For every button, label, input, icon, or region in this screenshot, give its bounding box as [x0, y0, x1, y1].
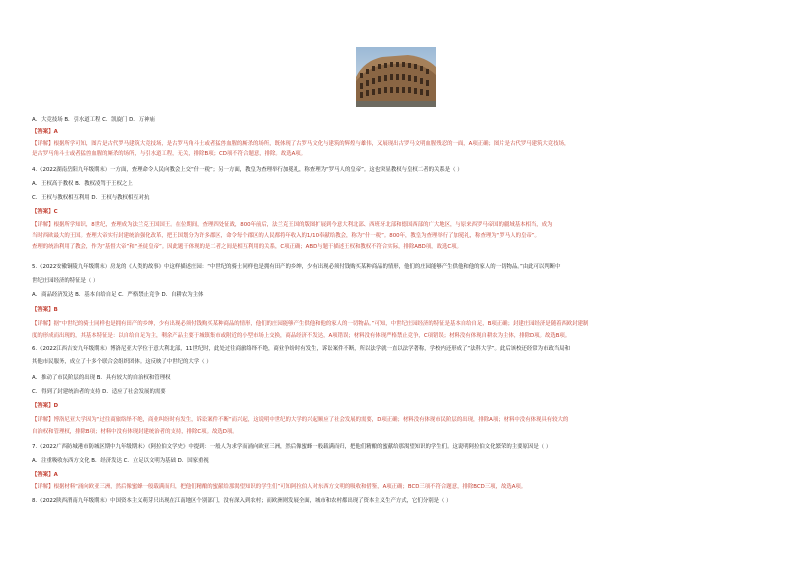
q3-answer: 【答案】A: [32, 129, 58, 135]
q5-explanation-line-2: 度的形成而出现的，其基本特征是：以自给自足为主，剩余产品主要于城镇集市或附近的小型市场上交换，商品经济不发达，A项错误；材料没有体现严格禁止竞争，C项错误；材料没有体现自耕农为主体，排除D项。故选B项。: [32, 333, 571, 339]
q3-explanation-line-2: 是古罗马角斗士或者猛兽血腥的厮杀的场所，与引水道工程，无关，排除B项；CD项不符合题意，排除。故选A项。: [32, 151, 307, 157]
q7-options: A．注重吸收东西方文化 B．经济发达 C．立足以文明为基础 D．国家重视: [32, 458, 209, 464]
q4-explanation-line-3: 查理的统治利用了教会，作为“基督大帝”和“圣徒皇帝”。因此题干体现的是二者之间是相互利用的关系，C项正确；ABD与题干描述王权和教权不符合实际，排除ABD项，故选C项。: [32, 244, 462, 250]
q4-options-ab: A．王权高于教权 B．教权凌驾于王权之上: [32, 181, 133, 187]
q5-answer: 【答案】B: [32, 307, 58, 313]
q4-options-cd: C．王权与教权相互利用 D．王权与教权相互对抗: [32, 195, 150, 201]
q4-explanation-line-1: 【详解】根据所学知识，8世纪，查理成为法兰克王国国王。在位期间，查理四处征战，800年前后，法兰克王国的版图扩展到今意大利北部、西班牙北部和德国西部的广大地区，与原来西罗马帝国的疆域基本相当，成为: [32, 222, 553, 228]
q7-stem: 7.（2022广西防城港市防城区期中九年级期末）《阿拉伯文学史》中提到：一般人为求学而涌向欧亚三洲，然后像蜜蜂一般载满而归，把他们精酿的蜜献给那渴望知识的学生们。这说明阿拉伯文化繁荣的主要原因是（ ）: [32, 444, 552, 450]
q6-options-ab: A．推动了市民阶层的出现 B．具有较大的自治权和管理权: [32, 375, 171, 381]
q7-answer: 【答案】A: [32, 472, 58, 478]
q4-answer: 【答案】C: [32, 209, 58, 215]
q7-explanation: 【详解】根据材料“涌向欧亚三洲，然后像蜜蜂一般载满而归，把他们精酿的蜜献给那渴望知识的学生们”可知阿拉伯人对东西方文明的吸收和借鉴，A项正确；BCD三项不符合题意，排除BCD三项，故选A项。: [32, 484, 527, 490]
q4-stem: 4.（2022湖南岳阳九年级期末）一方面，查理命令人民向教会上交“什一税”；另一方面，教皇为查理举行加冕礼，称查理为“罗马人的皇帝”。这也突显教权与皇权二者的关系是（ ）: [32, 167, 463, 173]
q4-explanation-line-2: 当时西欧最大的王国。查理大帝实行封建统治强化改革，把王国划分为许多郡区，命令每个郡区的人民都将年收入的1/10奉献给教会，称为“什一税”。800年，教皇为查理举行了加冕礼，称查理为“罗马人的皇帝”。: [32, 233, 540, 239]
q5-options: A．商品经济发达 B．基本自给自足 C．严格禁止竞争 D．自耕农为主体: [32, 292, 204, 298]
q6-explanation-line-2: 自治权和管理权，排除B项；材料中没有体现封建统治者的支持，排除C项。故选D项。: [32, 429, 238, 435]
q5-stem-line-2: 世纪庄园经济的特征是（ ）: [32, 278, 99, 284]
q3-explanation-line-1: 【详解】根据所学可知，图片是古代罗马建筑大竞技场，是古罗马角斗士或者猛兽血腥的厮杀的场所，既体现了古罗马文化与建筑的辉煌与雄伟，又展现出古罗马文明血腥残忍的一面，A项正确；图片是古代罗马建筑大竞技场，: [32, 141, 570, 147]
q5-stem-line-1: 5.（2022安徽铜陵九年级期末）房龙的《人类的故事》中这样描述庄园：“中世纪的骑士同样也是拥有田产的乡绅，少有出现必须付钱购买某种商品的情形，他们的庄园能够产生供他和他的家人的一切物品。”由此可以判断中: [32, 264, 561, 270]
q8-stem: 8.（2022陕西渭南九年级期末）中国资本主义萌芽只出现在江南地区个别部门，没有深入到农村；而欧洲则发展全面，城市和农村都出现了资本主义生产方式，它们分别是（ ）: [32, 498, 452, 504]
q3-options: A．大竞技场 B．引水道工程 C．凯旋门 D．万神庙: [32, 117, 155, 123]
colosseum-photo: [356, 47, 436, 107]
q5-explanation-line-1: 【详解】据“中世纪的骑士同样也是拥有田产的乡绅，少有出现必须付钱购买某种商品的情形，他们的庄园能够产生供他和他的家人的一切物品。”可知，中世纪庄园经济的特征是基本自给自足，B项正确；封建庄园经济是随着西欧封建制: [32, 321, 589, 327]
q6-explanation-line-1: 【详解】博洛尼亚大学因为“过往商旅络绎不绝，商业纠纷时有发生，诉讼案件不断”而兴起，这说明中世纪的大学的兴起顺应了社会发展的需要，D项正确；材料没有体现市民阶层的出现，排除A项；材料中没有体现具有较大的: [32, 417, 569, 423]
colosseum-photo-graphic: [356, 47, 436, 107]
q6-answer: 【答案】D: [32, 403, 59, 409]
q6-stem-line-2: 其他市民服务，成立了十多个联合会组织团体。这反映了中世纪的大学（ ）: [32, 359, 212, 365]
q6-stem-line-1: 6.（2022江西吉安九年级期末）博洛尼亚大学位于意大利北部，11世纪时，此处过往商旅络绎不绝，商业争纷时有发生，诉讼案件不断，所以法学就一直以法学著称，学校内还形成了“法科大学”。此后该校还经常为市政当局和: [32, 346, 571, 352]
q6-options-cd: C．得到了封建统治者的支持 D．适应了社会发展的需要: [32, 389, 166, 395]
